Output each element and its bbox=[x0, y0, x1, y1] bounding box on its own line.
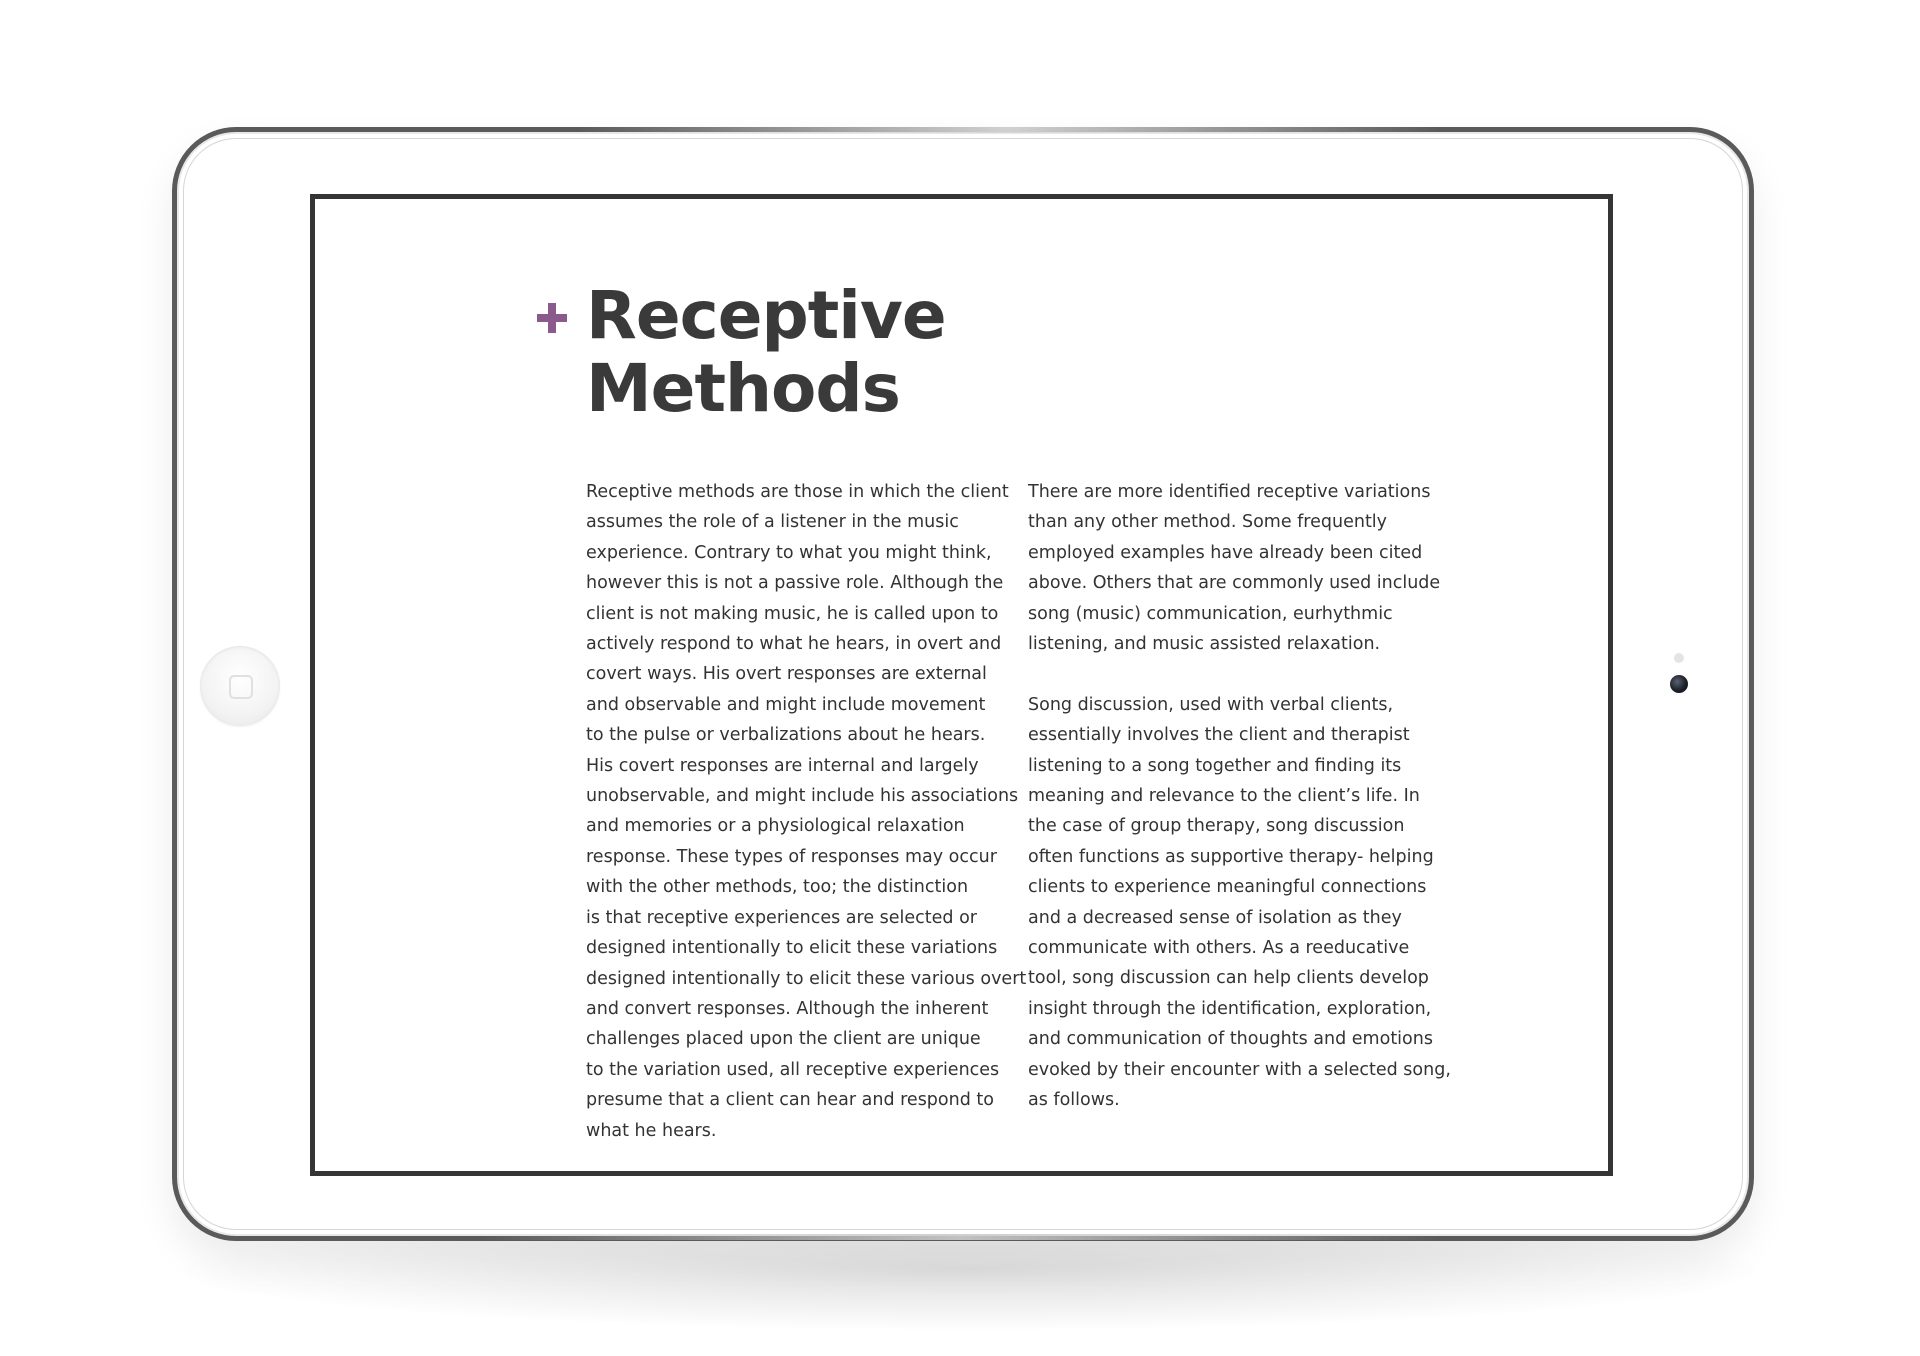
text-line: and a decreased sense of isolation as they bbox=[1028, 907, 1402, 928]
text-line: actively respond to what he hears, in overt and bbox=[586, 634, 1002, 655]
light-sensor bbox=[1674, 653, 1684, 663]
text-line: and observable and might include movement bbox=[586, 694, 986, 715]
text-line: assumes the role of a listener in the music bbox=[586, 512, 959, 533]
text-line: and memories or a physiological relaxation bbox=[586, 816, 965, 837]
device-edge-highlight-bottom bbox=[480, 1234, 1440, 1240]
text-line: and communication of thoughts and emotions bbox=[1028, 1029, 1433, 1050]
text-line: than any other method. Some frequently bbox=[1028, 512, 1388, 533]
text-line: covert ways. His overt responses are external bbox=[586, 664, 987, 685]
text-line: however this is not a passive role. Although the bbox=[586, 573, 1004, 594]
text-line: meaning and relevance to the client’s life. In bbox=[1028, 786, 1420, 807]
text-line: presume that a client can hear and respond to bbox=[586, 1090, 994, 1111]
text-line: response. These types of responses may occur bbox=[586, 846, 997, 867]
page-title-line: Methods bbox=[586, 350, 900, 427]
paragraph-gap bbox=[1028, 659, 1458, 689]
text-line: what he hears. bbox=[586, 1120, 717, 1141]
home-button[interactable] bbox=[200, 646, 280, 726]
text-line: evoked by their encounter with a selected song, bbox=[1028, 1059, 1451, 1080]
text-line: with the other methods, too; the distinction bbox=[586, 877, 969, 898]
text-line: clients to experience meaningful connections bbox=[1028, 877, 1427, 898]
page-title bbox=[586, 279, 1086, 425]
text-line: His covert responses are internal and largely bbox=[586, 755, 979, 776]
text-line: employed examples have already been cited bbox=[1028, 542, 1423, 563]
text-line: communicate with others. As a reeducative bbox=[1028, 938, 1410, 959]
text-line: listening to a song together and finding its bbox=[1028, 755, 1402, 776]
body-column-right bbox=[1028, 477, 1458, 1116]
text-line: song (music) communication, eurhythmic bbox=[1028, 603, 1393, 624]
text-line: as follows. bbox=[1028, 1090, 1120, 1111]
text-line: unobservable, and might include his associations bbox=[586, 786, 1019, 807]
text-line: experience. Contrary to what you might think, bbox=[586, 542, 992, 563]
text-line: Song discussion, used with verbal clients, bbox=[1028, 694, 1394, 715]
text-line: the case of group therapy, song discussion bbox=[1028, 816, 1405, 837]
text-line: Receptive methods are those in which the client bbox=[586, 482, 1009, 502]
text-line: tool, song discussion can help clients develop bbox=[1028, 968, 1429, 989]
text-line: is that receptive experiences are selected or bbox=[586, 907, 977, 928]
text-line: to the variation used, all receptive experiences bbox=[586, 1059, 1000, 1080]
text-line: client is not making music, he is called upon to bbox=[586, 603, 999, 624]
plus-icon bbox=[537, 303, 567, 333]
text-line: above. Others that are commonly used include bbox=[1028, 573, 1441, 594]
text-line: essentially involves the client and therapist bbox=[1028, 725, 1410, 746]
text-line: designed intentionally to elicit these variations bbox=[586, 938, 998, 959]
text-line: challenges placed upon the client are unique bbox=[586, 1029, 981, 1050]
text-line: designed intentionally to elicit these various overt bbox=[586, 968, 1027, 989]
text-line: often functions as supportive therapy- helping bbox=[1028, 846, 1434, 867]
text-line: There are more identified receptive variations bbox=[1028, 482, 1431, 502]
text-line: insight through the identification, exploration, bbox=[1028, 998, 1432, 1019]
text-line: listening, and music assisted relaxation. bbox=[1028, 634, 1381, 655]
text-line: to the pulse or verbalizations about he hears. bbox=[586, 725, 986, 746]
camera-icon bbox=[1670, 675, 1688, 693]
device-edge-highlight-top bbox=[576, 127, 1440, 133]
text-line: and convert responses. Although the inherent bbox=[586, 998, 989, 1019]
page-title-line: Receptive bbox=[586, 277, 946, 354]
body-column-left bbox=[586, 477, 1027, 1146]
home-button-icon bbox=[229, 675, 253, 699]
tablet-screen bbox=[310, 194, 1613, 1176]
